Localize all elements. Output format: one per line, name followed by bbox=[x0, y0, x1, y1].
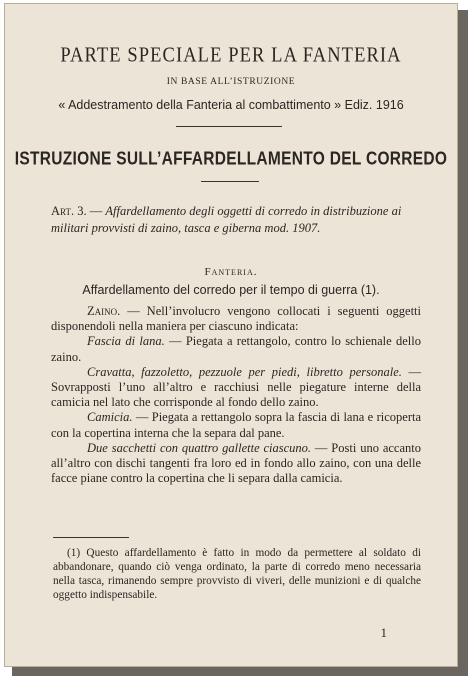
paragraph-cravatta bbox=[51, 365, 421, 411]
paragraph-text: — Piegata a rettangolo sopra la fascia di lana e ricoperta con la copertina interna che la separa dal pane. bbox=[51, 410, 421, 440]
section-title: ISTRUZIONE SULL’AFFARDELLAMENTO DEL CORREDO bbox=[14, 149, 448, 170]
body-text bbox=[51, 304, 421, 486]
section-divider bbox=[201, 181, 259, 182]
paragraph-item: Camicia. bbox=[87, 410, 133, 425]
article-number: Art. 3. — bbox=[51, 204, 103, 218]
paragraph-item: Cravatta, fazzoletto, pezzuole per piedi, libretto personale. bbox=[87, 364, 402, 379]
document-title: PARTE SPECIALE PER LA FANTERIA bbox=[60, 44, 402, 68]
paragraph-item: Due sacchetti con quattro gallette ciascuno. bbox=[87, 440, 312, 455]
article-heading bbox=[51, 203, 421, 237]
paragraph-camicia bbox=[51, 410, 421, 440]
footnote-divider bbox=[53, 537, 129, 538]
page-number: 1 bbox=[380, 625, 387, 640]
section-heading: Affardellamento del corredo per il tempo di guerra (1). bbox=[82, 283, 380, 297]
paragraph-text: — Piegata a rettangolo, contro lo schienale dello zaino. bbox=[51, 334, 422, 364]
paragraph-sacchetti bbox=[51, 441, 421, 487]
paragraph-fascia bbox=[51, 334, 421, 364]
document-subtitle: « Addestramento della Fanteria al combattimento » Ediz. 1916 bbox=[58, 98, 404, 112]
paragraph-text: — Sovrapposti l’uno all’altro e racchiusi nelle piegature interne della camicia nel lato che corrisponde al fondo dello zaino. bbox=[51, 364, 422, 410]
paragraph-zaino bbox=[51, 304, 421, 334]
paragraph-lead: Zaino. bbox=[87, 304, 121, 318]
article-text: Affardellamento degli oggetti di corredo in distribuzione ai militari provvisti di zaino, tasca e giberna mod. 1907. bbox=[51, 204, 402, 235]
paragraph-item: Fascia di lana. bbox=[87, 334, 165, 349]
paragraph-text: — Nell’involucro vengono collocati i seguenti oggetti disponendoli nella maniera per ciascuno indicata: bbox=[51, 304, 421, 334]
footnote-text: (1) Questo affardellamento è fatto in modo da permettere al soldato di abbandonare, quando ciò venga ordinato, la parte di corredo meno necessaria nella tasca, rimanendo sempre provvisto di viveri, delle munizioni e di qualche oggetto indispensabile. bbox=[53, 547, 421, 601]
document-page bbox=[4, 3, 458, 667]
title-divider bbox=[176, 126, 282, 127]
subheading-fanteria: Fanteria. bbox=[204, 266, 258, 278]
document-subtitle-small: IN BASE ALL’ISTRUZIONE bbox=[166, 77, 296, 87]
footnote bbox=[53, 546, 421, 602]
paragraph-text: — Posti uno accanto all’altro con dischi tangenti fra loro ed in fondo allo zaino, con una delle facce piane contro la copertina che li separa dalla camicia. bbox=[51, 440, 421, 486]
